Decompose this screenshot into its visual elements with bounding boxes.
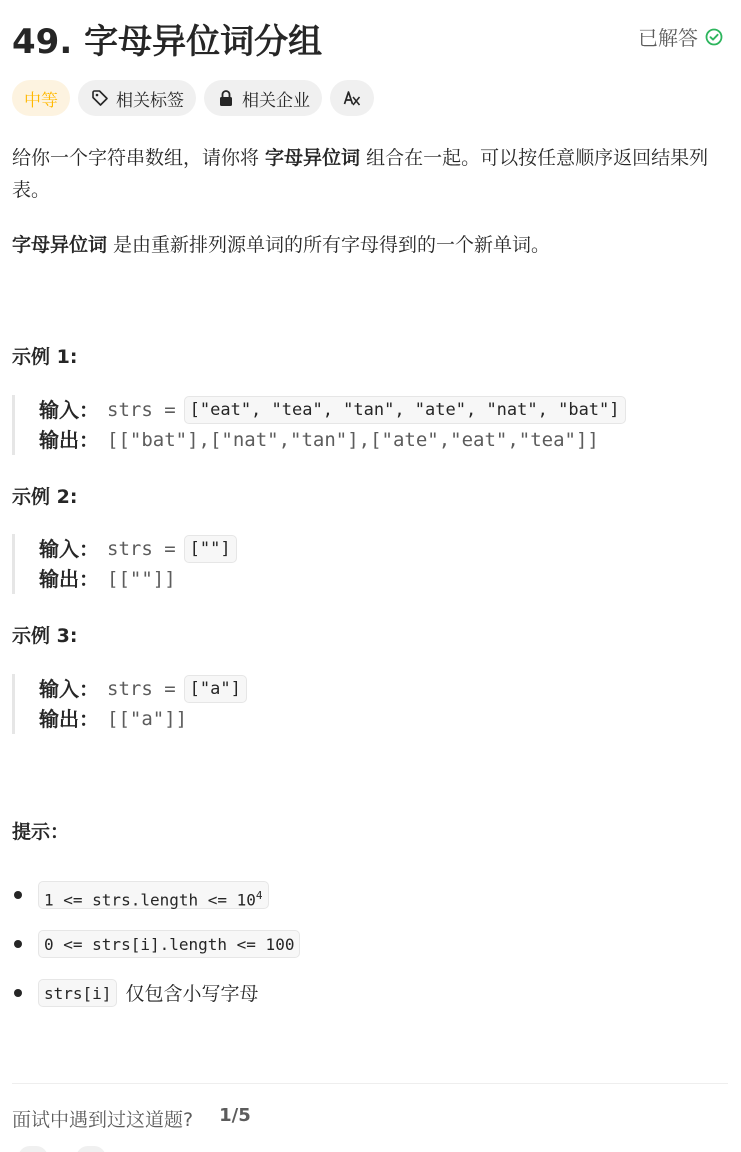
input-value: ["a"]	[184, 675, 247, 703]
output-value: [[""]]	[107, 568, 176, 590]
example-block	[12, 534, 728, 594]
input-value: [""]	[184, 535, 237, 563]
related-tags-label: 相关标签	[116, 90, 184, 111]
example-block	[12, 395, 728, 455]
bullet-icon	[14, 940, 22, 948]
output-value: [["a"]]	[107, 708, 188, 730]
example-input: 输入： strs = ["a"]	[39, 674, 728, 704]
list-item	[12, 968, 728, 1017]
lock-icon	[216, 88, 236, 108]
interview-question-label: 面试中遇到过这道题?	[12, 1109, 194, 1131]
output-value: [["bat"],["nat","tan"],["ate","eat","tea"]]	[107, 429, 599, 451]
translate-button[interactable]	[330, 80, 374, 116]
page-counter: 1/5	[219, 1105, 251, 1126]
bullet-icon	[14, 989, 22, 997]
divider	[12, 1083, 728, 1084]
translate-icon	[342, 88, 362, 108]
difficulty-badge: 中等	[12, 80, 70, 116]
problem-title: 49. 字母异位词分组	[12, 22, 323, 62]
constraint-code: strs[i]	[38, 979, 117, 1007]
solved-status	[638, 22, 724, 51]
constraint-code: 1 <= strs.length <= $10^4$	[38, 881, 269, 909]
example-output: 输出： [["bat"],["nat","tan"],["ate","eat","tea"]]	[39, 425, 728, 455]
constraint-text: 仅包含小写字母	[125, 983, 259, 1005]
example-input: 输入： strs = ["eat", "tea", "tan", "ate", "nat", "bat"]	[39, 395, 728, 425]
description-paragraph-2: 字母异位词 是由重新排列源单词的所有字母得到的一个新单词。	[12, 234, 551, 256]
example-title: 示例 2:	[12, 486, 78, 508]
example-title: 示例 1:	[12, 346, 78, 368]
check-circle-icon	[704, 27, 724, 47]
bullet-icon	[14, 891, 22, 899]
related-companies-button[interactable]	[204, 80, 322, 116]
hints-list	[12, 870, 728, 1017]
example-title: 示例 3:	[12, 625, 78, 647]
list-item	[12, 870, 728, 919]
description-paragraph-1: 给你一个字符串数组，请你将 字母异位词 组合在一起。可以按任意顺序返回结果列表。	[12, 147, 709, 201]
term-anagram: 字母异位词	[12, 234, 108, 256]
exponent: 4	[255, 888, 263, 902]
tag-row	[12, 80, 374, 116]
related-companies-label: 相关企业	[242, 90, 310, 111]
term-anagram: 字母异位词	[265, 147, 361, 169]
example-input: 输入： strs = [""]	[39, 534, 728, 564]
interview-question-bar	[12, 1105, 251, 1132]
list-item	[12, 919, 728, 968]
input-value: ["eat", "tea", "tan", "ate", "nat", "bat"]	[184, 396, 626, 424]
example-output: 输出： [["a"]]	[39, 704, 728, 734]
example-output: 输出： [[""]]	[39, 564, 728, 594]
solved-label: 已解答	[638, 26, 698, 50]
related-tags-button[interactable]	[78, 80, 196, 116]
constraint-code: 0 <= strs[i].length <= 100	[38, 930, 300, 958]
yes-button[interactable]	[18, 1146, 48, 1152]
problem-header	[12, 14, 728, 62]
no-button[interactable]	[76, 1146, 106, 1152]
hints-title: 提示：	[12, 821, 70, 843]
example-block	[12, 674, 728, 734]
tag-icon	[90, 88, 110, 108]
